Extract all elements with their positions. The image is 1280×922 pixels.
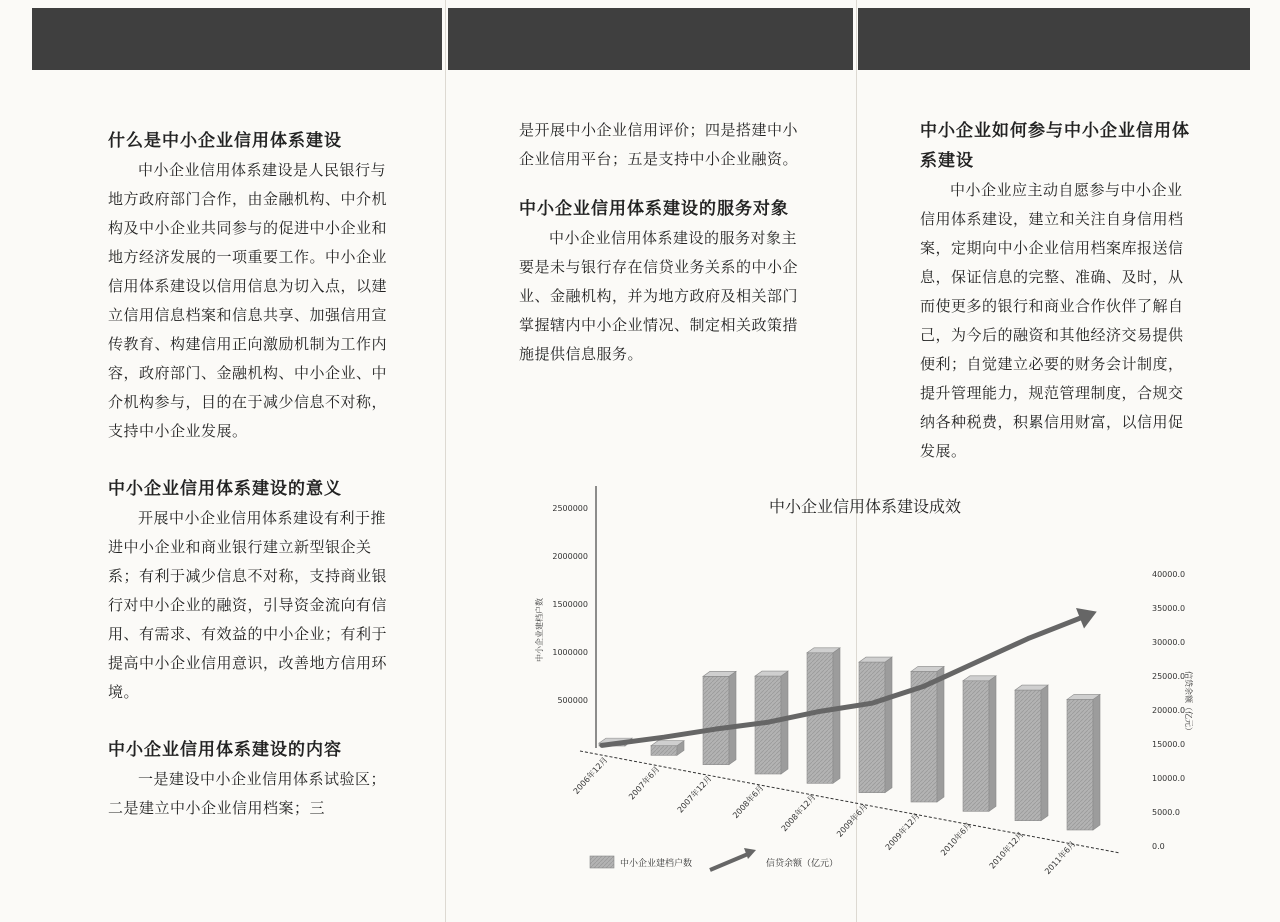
y-tick-label: 500000 [557,696,588,705]
chart-legend [590,848,838,870]
section-heading: 中小企业信用体系建设的服务对象 [519,199,789,219]
section-body: 中小企业信用体系建设是人民银行与地方政府部门合作，由金融机构、中介机构及中小企业共同参与的促进中小企业和地方经济发展的一项重要工作。中小企业信用体系建设以信用信息为切入点，以建立信用信息档案和信息共享、加强信用宣传教育、构建信用正向激励机制为工作内容，政府部门、金融机构、中小企业、中介机构参与，目的在于减少信息不对称，支持中小企业发展。 [108,161,388,440]
y2-tick-label: 40000.0 [1152,570,1186,579]
section-body: 中小企业信用体系建设的服务对象主要是未与银行存在信贷业务关系的中小企业、金融机构，并为地方政府及相关部门掌握辖内中小企业情况、制定相关政策措施提供信息服务。 [519,229,799,363]
legend-arrow-swatch [710,854,748,870]
results-chart [520,478,1260,898]
category-label: 2009年6月 [835,801,870,839]
y2-tick-label: 10000.0 [1152,774,1186,783]
category-label: 2007年6月 [627,764,662,802]
bar-side [885,657,892,793]
bar-front [963,681,989,812]
column-left [108,126,394,823]
legend-bar-label: 中小企业建档户数 [620,859,693,869]
bar-front [651,746,677,756]
category-label: 2008年6月 [731,783,766,821]
legend-bar-swatch [590,856,614,868]
y-tick-label: 1500000 [552,600,588,609]
y2-axis-label: 信贷余额（亿元） [1184,671,1193,735]
chart-title: 中小企业信用体系建设成效 [768,497,962,516]
y-axis-label: 中小企业建档户数 [535,598,544,662]
bar-front [859,662,885,793]
bar-side [989,676,996,812]
bar-side [781,671,788,774]
section-heading: 中小企业如何参与中小企业信用体系建设 [920,121,1190,171]
header-band-middle [448,8,853,70]
y2-tick-label: 25000.0 [1152,672,1186,681]
y2-tick-label: 15000.0 [1152,740,1186,749]
section-heading: 中小企业信用体系建设的内容 [108,740,342,760]
header-band-left [32,8,442,70]
section-heading: 中小企业信用体系建设的意义 [108,479,342,499]
category-label: 2008年12月 [779,792,818,834]
bar-front [1015,690,1041,821]
category-label: 2007年12月 [675,773,714,815]
y2-tick-label: 20000.0 [1152,706,1186,715]
column-right [920,116,1196,466]
bar-side [1093,694,1100,830]
y2-tick-label: 30000.0 [1152,638,1186,647]
legend-arrow-label: 信贷余额（亿元） [766,859,839,869]
section-body-continued: 是开展中小企业信用评价；四是搭建中小企业信用平台；五是支持中小企业融资。 [519,121,799,168]
y-tick-label: 2500000 [552,504,588,513]
column-middle [519,116,807,369]
section-body: 一是建设中小企业信用体系试验区；二是建立中小企业信用档案；三 [108,770,387,817]
category-label: 2006年12月 [571,755,610,796]
y-tick-label: 2000000 [552,552,588,561]
bar-side [729,671,736,764]
credit-balance-arrow [602,618,1080,745]
category-label: 2009年12月 [883,811,922,852]
bar-side [937,666,944,802]
y2-tick-label: 0.0 [1152,842,1165,851]
category-label: 2010年12月 [987,829,1026,871]
bar-front [1067,699,1093,830]
fold-line [445,0,446,922]
bar-front [703,676,729,764]
bar-side [833,648,840,784]
category-label: 2010年6月 [939,820,974,858]
y2-tick-label: 35000.0 [1152,604,1186,613]
bar-side [1041,685,1048,821]
section-body: 开展中小企业信用体系建设有利于推进中小企业和商业银行建立新型银企关系；有利于减少信息不对称，支持商业银行对中小企业的融资，引导资金流向有信用、有需求、有效益的中小企业；有利于提高中小企业信用意识，改善地方信用环境。 [108,509,388,701]
category-label: 2011年6月 [1043,839,1078,877]
section-heading: 什么是中小企业信用体系建设 [108,131,342,151]
section-body: 中小企业应主动自愿参与中小企业信用体系建设，建立和关注自身信用档案，定期向中小企业信用档案库报送信息，保证信息的完整、准确、及时，从而使更多的银行和商业合作伙伴了解自己，为今后的融资和其他经济交易提供便利；自觉建立必要的财务会计制度，提升管理能力，规范管理制度，合规交纳各种税费，积累信用财富，以信用促发展。 [920,181,1184,460]
y-tick-label: 1000000 [552,648,588,657]
header-band-right [858,8,1250,70]
results-chart-svg [520,478,1260,898]
bar-front [807,653,833,784]
y2-tick-label: 5000.0 [1152,808,1180,817]
